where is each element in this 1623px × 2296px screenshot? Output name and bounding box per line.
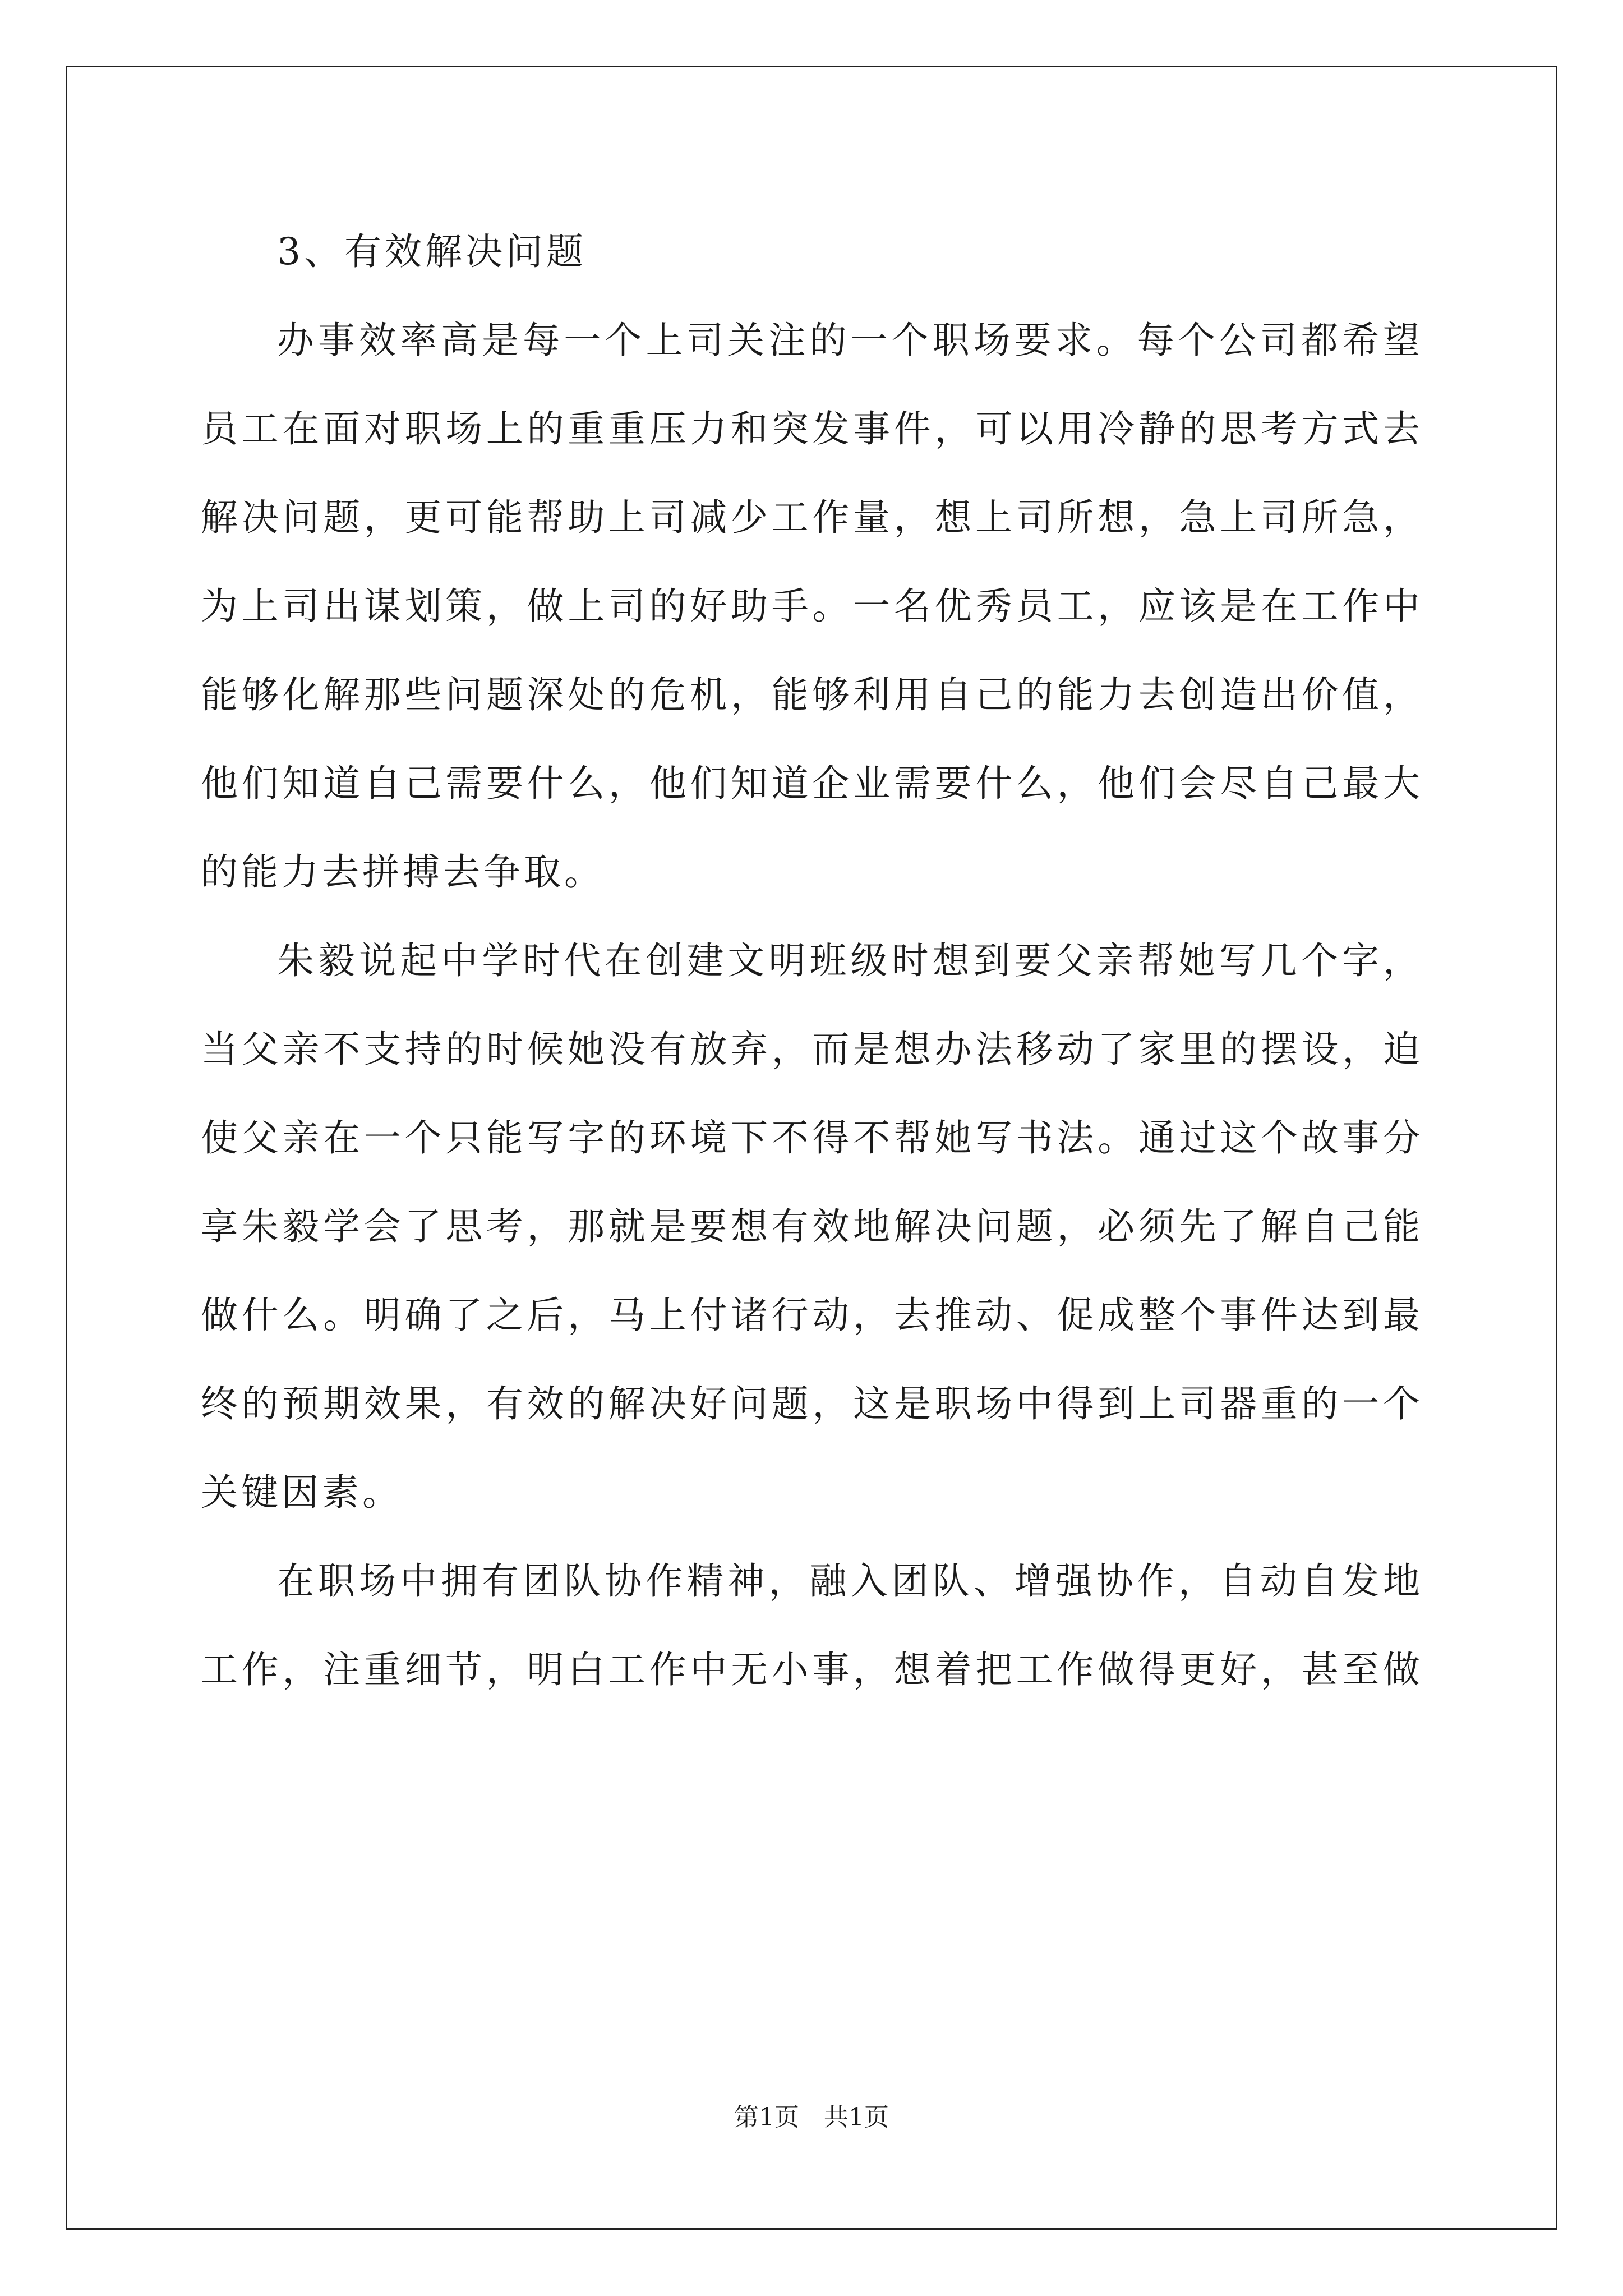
page-number-footer: 第1页 共1页 — [734, 2103, 889, 2132]
section-heading: 3、有效解决问题 — [277, 230, 587, 273]
paragraph-line: 享朱毅学会了思考，那就是要想有效地解决问题，必须先了解自己能 — [201, 1205, 1423, 1248]
paragraph-line: 解决问题，更可能帮助上司减少工作量，想上司所想，急上司所急， — [201, 496, 1423, 539]
paragraph-line: 工作，注重细节，明白工作中无小事，想着把工作做得更好，甚至做 — [201, 1648, 1423, 1691]
paragraph-3 — [201, 1537, 1423, 1714]
paragraph-line: 当父亲不支持的时候她没有放弃，而是想办法移动了家里的摆设，迫 — [201, 1028, 1423, 1071]
paragraph-line: 办事效率高是每一个上司关注的一个职场要求。每个公司都希望 — [277, 319, 1423, 362]
paragraph-line: 为上司出谋划策，做上司的好助手。一名优秀员工，应该是在工作中 — [201, 585, 1423, 628]
paragraph-line: 使父亲在一个只能写字的环境下不得不帮她写书法。通过这个故事分 — [201, 1116, 1423, 1159]
paragraph-line: 在职场中拥有团队协作精神，融入团队、增强协作，自动自发地 — [277, 1559, 1423, 1603]
document-body — [201, 208, 1423, 1714]
paragraph-1 — [201, 296, 1423, 917]
paragraph-line: 他们知道自己需要什么，他们知道企业需要什么，他们会尽自己最大 — [201, 762, 1423, 805]
paragraph-line: 终的预期效果，有效的解决好问题，这是职场中得到上司器重的一个 — [201, 1382, 1423, 1425]
paragraph-line: 做什么。明确了之后，马上付诸行动，去推动、促成整个事件达到最 — [201, 1294, 1423, 1337]
paragraph-line: 员工在面对职场上的重重压力和突发事件，可以用冷静的思考方式去 — [201, 407, 1423, 450]
paragraph-line: 朱毅说起中学时代在创建文明班级时想到要父亲帮她写几个字， — [277, 939, 1423, 982]
paragraph-line: 关键因素。 — [201, 1471, 403, 1514]
paragraph-line: 能够化解那些问题深处的危机，能够利用自己的能力去创造出价值， — [201, 673, 1423, 716]
paragraph-2 — [201, 917, 1423, 1537]
paragraph-line: 的能力去拼搏去争取。 — [201, 850, 605, 894]
